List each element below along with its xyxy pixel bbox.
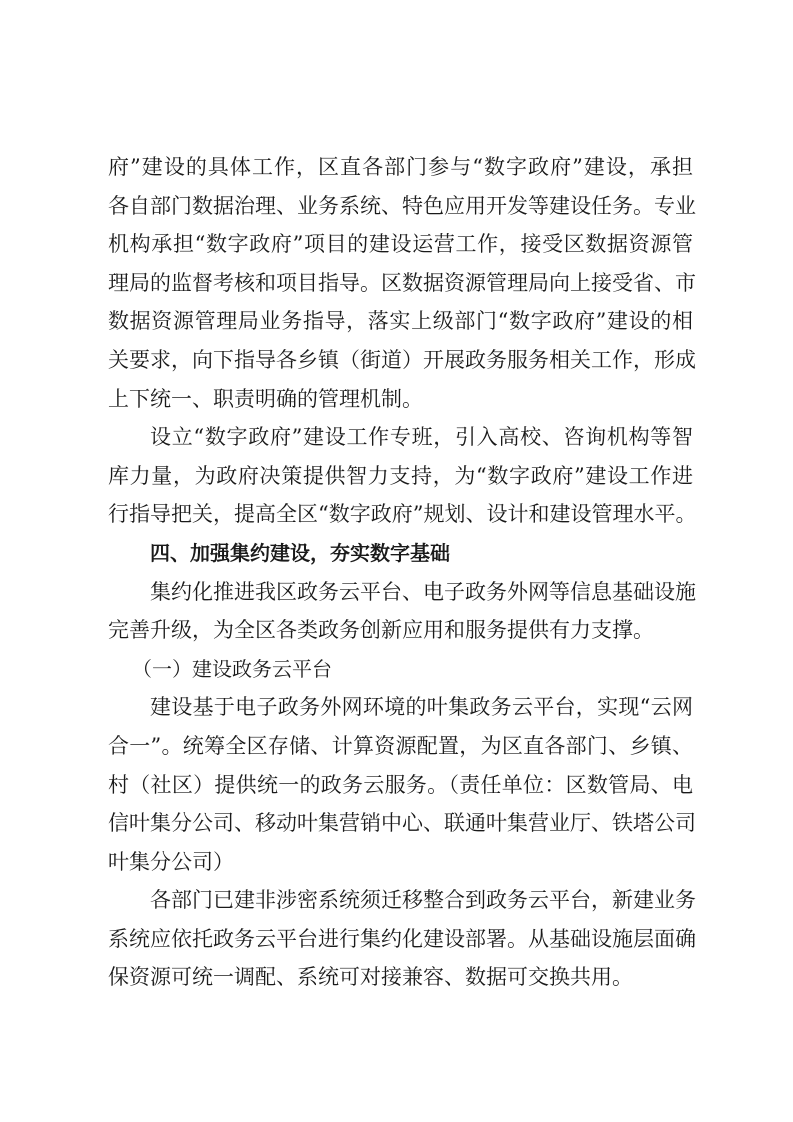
text-line: 村（社区）提供统一的政务云服务。（责任单位：区数管局、电	[108, 772, 693, 797]
text-line: 叶集分公司）	[108, 849, 234, 874]
text-line: 合一”。统筹全区存储、计算资源配置，为区直各部门、乡镇、	[108, 733, 693, 758]
text-line: 集约化推进我区政务云平台、电子政务外网等信息基础设施	[150, 579, 696, 604]
paragraph-4	[108, 688, 696, 881]
text-line: 机构承担“数字政府”项目的建设运营工作，接受区数据资源管	[108, 232, 693, 257]
text-line: 行指导把关，提高全区“数字政府”规划、设计和建设管理水平。	[108, 502, 697, 527]
text-line: 各部门已建非涉密系统须迁移整合到政务云平台，新建业务	[150, 888, 696, 913]
paragraph-2	[108, 418, 697, 534]
section-heading: 四、加强集约建设，夯实数字基础	[150, 540, 450, 565]
text-line: 系统应依托政务云平台进行集约化建设部署。从基础设施层面确	[108, 926, 696, 951]
text-line: 设立“数字政府”建设工作专班，引入高校、咨询机构等智	[150, 425, 693, 450]
document-body	[108, 148, 697, 997]
sub-heading: （一）建设政务云平台	[132, 656, 332, 681]
text-line: 保资源可统一调配、系统可对接兼容、数据可交换共用。	[108, 965, 633, 990]
text-line: 理局的监督考核和项目指导。区数据资源管理局向上接受省、市	[108, 270, 696, 295]
paragraph-1	[108, 148, 696, 418]
text-line: 关要求，向下指导各乡镇（街道）开展政务服务相关工作，形成	[108, 347, 696, 372]
text-line: 府”建设的具体工作，区直各部门参与“数字政府”建设，承担	[108, 155, 693, 179]
text-line: 信叶集分公司、移动叶集营销中心、联通叶集营业厅、铁塔公司	[108, 811, 696, 836]
paragraph-5	[108, 881, 696, 997]
text-line: 数据资源管理局业务指导，落实上级部门“数字政府”建设的相	[108, 309, 693, 334]
text-line: 各自部门数据治理、业务系统、特色应用开发等建设任务。专业	[108, 193, 696, 218]
paragraph-3	[108, 573, 696, 650]
text-line: 完善升级，为全区各类政务创新应用和服务提供有力支撑。	[108, 618, 654, 643]
text-line: 上下统一、职责明确的管理机制。	[108, 386, 423, 411]
text-line: 建设基于电子政务外网环境的叶集政务云平台，实现“云网	[150, 695, 693, 720]
text-line: 库力量，为政府决策提供智力支持，为“数字政府”建设工作进	[108, 463, 693, 488]
